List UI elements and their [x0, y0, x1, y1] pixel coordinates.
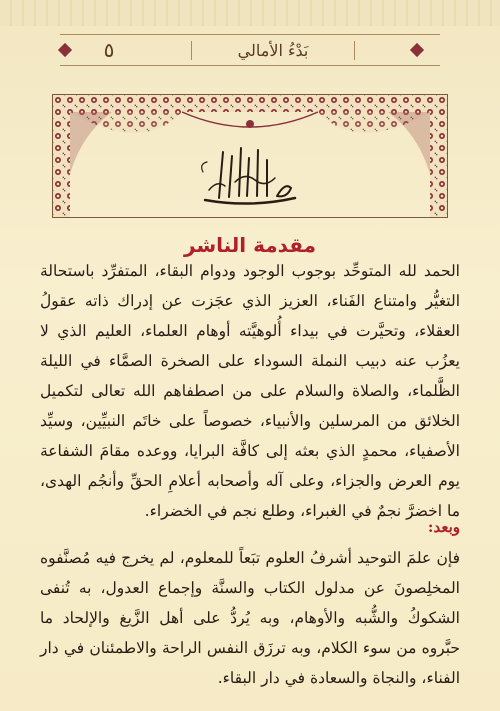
bismillah-calligraphy: [195, 142, 305, 212]
diamond-icon: [58, 43, 72, 57]
section-title: مقدمة الناشر: [184, 233, 316, 257]
paragraph-introduction: الحمد لله المتوحِّد بوجوب الوجود ودوام البقاء، المتفرِّد باستحالة التغيُّر وامتناع الفَناء، العزيز الذي عجَزت عن إدراك ذاته عقولُ العقلاء، وتحيَّرت في بيداء أُلوهيَّته أوهام العلماء، العليم الذي لا يعزُب عنه دبيب النملة السوداء على الصخرة الصمَّاء في الليلة الظَّلماء، والصلاة والسلام على من اصطفاهم الله تعالى لتكميل الخلائق من المرسلين والأنبياء، خصوصاً على خاتَم النبيِّين، وسيِّد الأصفياء، محمدٍ الذي بعثه إلى كافَّة البرايا، ووعده مقامَ الشفاعة يوم العرض والجزاء، وعلى آله وأصحابه أعلامِ الحقِّ وأنجُم الهدى، ما اخضرَّ نجمٌ في الغبراء، وطلع نجم في الخضراء.: [40, 262, 460, 520]
label-wabad: وبعد:: [427, 518, 460, 536]
page-number: ٥: [103, 38, 115, 62]
book-title: بَدْءُ الأمالي: [191, 41, 355, 60]
diamond-icon: [410, 43, 424, 57]
page-header: [60, 34, 440, 66]
top-ornament-band: [0, 0, 500, 26]
paragraph-main: فإن علمَ التوحيد أشرفُ العلوم تبَعاً للمعلوم، لم يخرج فيه مُصنَّفوه المخلِصونَ عن مدلول الكتاب والسنَّة وإجماع العدول، به تُنفى الشكوكُ والشُّبه والأوهام، وبه يُردُّ على أهل الزَّيغ والإلحاد ما حبَّروه من سوء الكلام، وبه ترزَق النفس الراحة والاطمئنان في دار الفناء، والنجاة والسعادة في دار البقاء.: [40, 549, 460, 687]
header-ornament-left: [60, 38, 134, 62]
